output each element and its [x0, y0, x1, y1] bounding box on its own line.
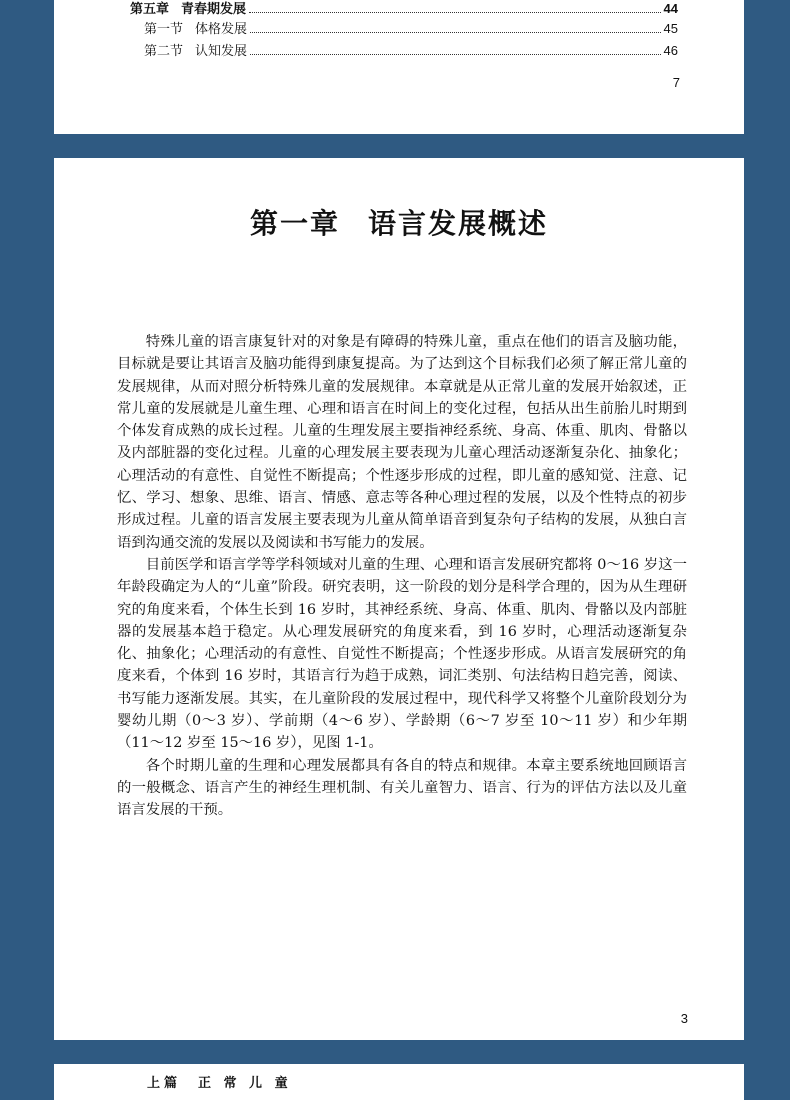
- page-number: 3: [680, 1011, 688, 1026]
- toc-entry-section1[interactable]: [144, 20, 678, 39]
- toc-chapter-title: 青春期发展: [181, 2, 247, 17]
- body-text: [117, 331, 687, 822]
- toc-leader: [250, 53, 661, 55]
- toc-entry-section2[interactable]: [144, 42, 678, 61]
- toc-section-title: 认知发展: [195, 44, 248, 59]
- toc-page-number: 46: [663, 43, 678, 58]
- toc-section-label: 第一节: [144, 22, 184, 37]
- toc-page-number: 44: [663, 1, 678, 16]
- page-number: 7: [672, 75, 680, 90]
- toc-leader: [249, 11, 661, 13]
- next-page: [54, 1064, 744, 1100]
- toc-leader: [250, 31, 661, 33]
- chapter-label: 第一章: [249, 207, 340, 240]
- running-header: 上篇 正 常 儿 童: [147, 1076, 292, 1091]
- toc-chapter-label: 第五章: [130, 2, 170, 17]
- paragraph: 特殊儿童的语言康复针对的对象是有障碍的特殊儿童，重点在他们的语言及脑功能，目标就是要让其语言及脑功能得到康复提高。为了达到这个目标我们必须了解正常儿童的发展规律，从而对照分析特殊儿童的发展规律。本章就是从正常儿童的发展开始叙述，正常儿童的发展就是儿童生理、心理和语言在时间上的变化过程，包括从出生前胎儿时期到个体发育成熟的成长过程。儿童的生理发展主要指神经系统、身高、体重、肌肉、骨骼以及内部脏器的变化过程。儿童的心理发展主要表现为儿童心理活动逐渐复杂化、抽象化；心理活动的有意性、自觉性不断提高；个性逐步形成的过程，即儿童的感知觉、注意、记忆、学习、想象、思维、语言、情感、意志等各种心理过程的发展，以及个性特点的初步形成过程。儿童的语言发展主要表现为儿童从简单语音到复杂句子结构的发展，从独白言语到沟通交流的发展以及阅读和书写能力的发展。: [117, 334, 687, 551]
- toc-page-number: 45: [663, 21, 678, 36]
- toc-section-title: 体格发展: [195, 22, 248, 37]
- chapter-heading: [54, 202, 744, 242]
- paragraph: 各个时期儿童的生理和心理发展都具有各自的特点和规律。本章主要系统地回顾语言的一般概念、语言产生的神经生理机制、有关儿童智力、语言、行为的评估方法以及儿童语言发展的干预。: [117, 757, 687, 819]
- toc-entry-chapter5[interactable]: [130, 0, 678, 19]
- toc-section-label: 第二节: [144, 44, 184, 59]
- previous-page: [54, 0, 744, 134]
- chapter-title: 语言发展概述: [368, 207, 549, 240]
- current-page: [54, 158, 744, 1040]
- paragraph: 目前医学和语言学等学科领域对儿童的生理、心理和语言发展研究都将 0～16 岁这一年龄段确定为人的“儿童”阶段。研究表明，这一阶段的划分是科学合理的，因为从生理研究的角度来看，个体生长到 16 岁时，其神经系统、身高、体重、肌肉、骨骼以及内部脏器的发展基本趋于稳定。从心理发展研究的角度来看，到 16 岁时，心理活动逐渐复杂化、抽象化；心理活动的有意性、自觉性不断提高；个性逐步形成。从语言发展研究的角度来看，个体到 16 岁时，其语言行为趋于成熟，词汇类别、句法结构日趋完善，阅读、书写能力逐渐发展。其实，在儿童阶段的发展过程中，现代科学又将整个儿童阶段划分为婴幼儿期（0～3 岁）、学前期（4～6 岁）、学龄期（6～7 岁至 10～11 岁）和少年期（11～12 岁至 15～16 岁），见图 1-1。: [117, 556, 687, 752]
